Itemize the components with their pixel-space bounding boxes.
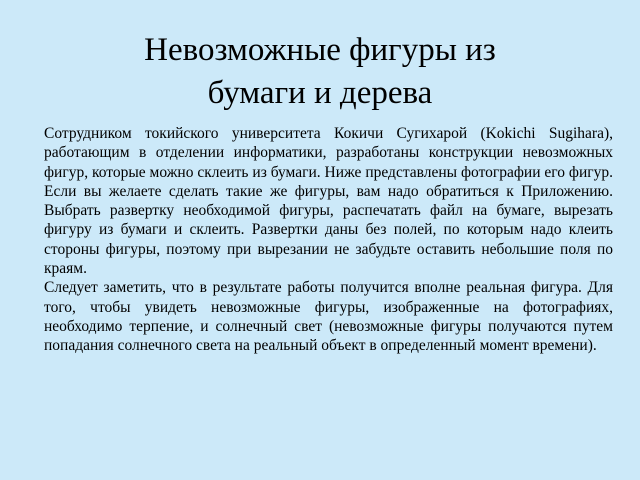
title-line-2: бумаги и дерева <box>207 75 433 111</box>
body-paragraph-1: Сотрудником токийского университета Кокичи Сугихарой (Kokichi Sugihara), работающим в отделении информатики, разработаны конструкции невозможных фигур, которые можно склеить из бумаги. Ниже представлены фотографии его фигур. Если вы желаете сделать такие же фигуры, вам надо обратиться к Приложению. Выбрать развертку необходимой фигуры, распечатать файл на бумаге, вырезать фигуру из бумаги и склеить. Развертки даны без полей, по которым надо клеить стороны фигуры, поэтому при вырезании не забудьте оставить небольшие поля по краям. <box>44 125 613 278</box>
slide-body <box>44 124 613 356</box>
title-line-1: Невозможные фигуры из <box>144 32 496 68</box>
slide-title <box>20 29 620 115</box>
body-paragraph-2: Следует заметить, что в результате работы получится вполне реальная фигура. Для того, чтобы увидеть невозможные фигуры, изображенные на фотографиях, необходимо терпение, и солнечный свет (невозможные фигуры получаются путем попадания солнечного света на реальный объект в определенный момент времени). <box>44 279 613 355</box>
